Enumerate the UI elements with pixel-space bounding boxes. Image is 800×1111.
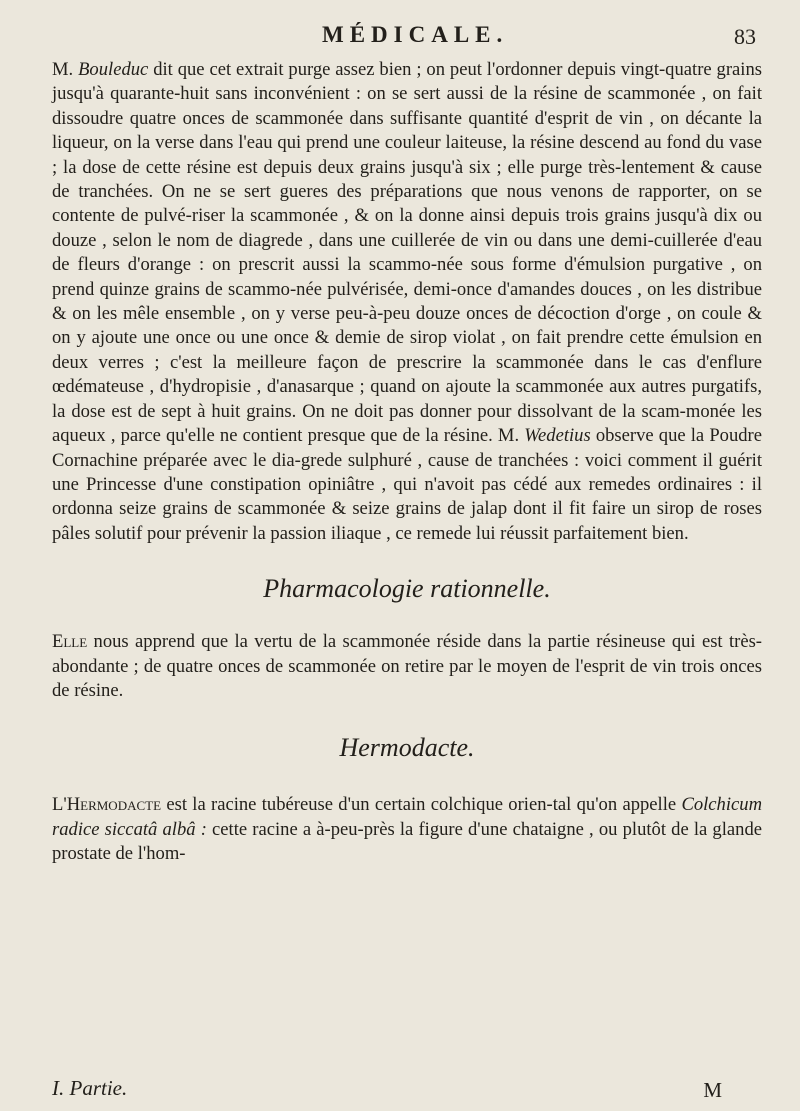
paragraph-text: observe que la Poudre Cornachine préparée avec le dia-grede sulphuré , cause de tranchées : voici comment il guérit une Princesse d'une constipation opiniâtre , qui n'avoit pas cédé aux remedes ordinaires : il ordonna seize grains de scammonée & seize grains de jalap dont il fit faire un sirop de roses pâles solutif pour prévenir la passion iliaque , ce remede lui réussit parfaitement bien. <box>52 425 762 544</box>
part-label: I. Partie. <box>52 1076 128 1100</box>
paragraph-text: dit que cet extrait purge assez bien ; on peut l'ordonner depuis vingt-quatre grains jusqu'à quarante-huit sans inconvénient : on se sert aussi de la résine de scammonée , on fait dissoudre quatre onces de scammonée dans suffisante quantité d'esprit de vin , on décante la liqueur, on la verse dans l'eau qui prend une couleur laiteuse, la résine descend au fond du vase ; la dose de cette résine est depuis deux grains jusqu'à six ; elle purge très-lentement & cause de tranchées. On ne se sert gueres des préparations que nous venons de rapporter, on se contente de pulvé-riser la scammonée , & on la donne ainsi depuis trois grains jusqu'à dix ou douze , selon le nom de diagrede , dans une cuillerée de vin ou dans une demi-cuillerée d'eau de fleurs d'orange : on prescrit aussi la scammo-née sous forme d'émulsion purgative , on prend quinze grains de scammo-née pulvérisée, demi-once d'amandes douces , on les distribue & on les mêle ensemble , on y verse peu-à-peu douze onces de décoction d'orge , on coule & on y ajoute une once ou une once & demie de sirop violat , on fait prendre cette émulsion en deux verres ; c'est la meilleure façon de prescrire la scammonée dans le cas d'enflure œdémateuse , d'hydropisie , d'anasarque ; quand on ajoute la scammonée aux autres purgatifs, la dose est de sept à huit grains. On ne doit pas donner pour dissolvant de la scam-monée les aqueux , parce qu'elle ne contient presque que de la résine. M. <box>52 59 762 447</box>
paragraph-scammonee-preparations <box>52 58 762 546</box>
running-head <box>52 22 762 58</box>
signature-mark: M <box>703 1078 722 1102</box>
paragraph-text: nous apprend que la vertu de la scammonée réside dans la partie résineuse qui est très-abondante ; de quatre onces de scammonée on retire par le moyen de l'esprit de vin trois onces de résine. <box>52 631 762 701</box>
paragraph-lead: L'Hermodacte <box>52 794 162 816</box>
page-number: 83 <box>734 24 756 49</box>
paragraph-text: cette racine a à-peu-près la figure d'une chataigne , ou plutôt de la glande prostate de l'hom- <box>52 818 762 865</box>
paragraph-pharmacologie <box>52 630 762 703</box>
section-heading-pharmacologie: Pharmacologie rationnelle. <box>263 574 551 604</box>
latin-name: Colchicum radice siccatâ albâ : <box>52 794 762 840</box>
running-title: MÉDICALE. <box>322 22 509 47</box>
author-name: Bouleduc <box>78 59 149 80</box>
paragraph-hermodacte <box>52 793 762 866</box>
paragraph-lead: Elle <box>52 631 88 653</box>
paragraph-text: est la racine tubéreuse d'un certain colchique orien-tal qu'on appelle <box>161 794 682 816</box>
page-footer <box>52 1076 762 1104</box>
section-heading-hermodacte: Hermodacte. <box>339 733 475 763</box>
paragraph-lead: M. <box>52 59 79 80</box>
author-name: Wedetius <box>524 425 591 447</box>
